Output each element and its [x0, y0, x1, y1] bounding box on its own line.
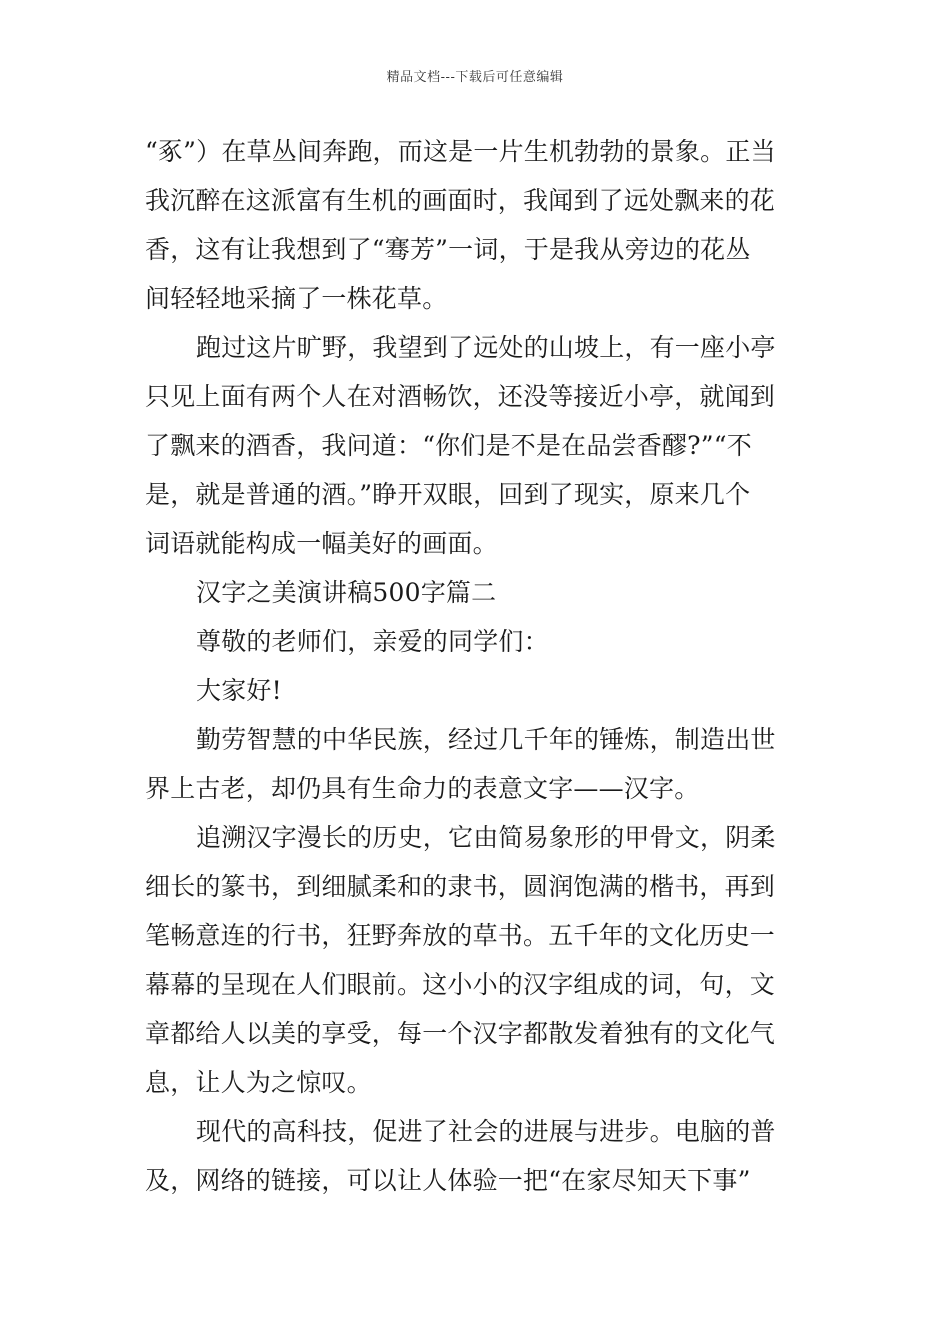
paragraph [145, 813, 805, 1107]
text-line: 及，网络的链接，可以让人体验一把“在家尽知天下事” [145, 1166, 751, 1195]
paragraph [145, 715, 805, 813]
text-line: 大家好! [196, 676, 282, 705]
text-line: 幕幕的呈现在人们眼前。这小小的汉字组成的词，句，文 [145, 970, 776, 999]
paragraph [145, 666, 805, 715]
paragraph [145, 1107, 805, 1205]
text-line: 勤劳智慧的中华民族，经过几千年的锤炼，制造出世 [196, 725, 776, 754]
paragraph [145, 323, 805, 568]
text-line: 是，就是普通的酒。”睁开双眼，回到了现实，原来几个 [145, 480, 751, 509]
text-line: 香，这有让我想到了“骞芳”一词，于是我从旁边的花丛 [145, 235, 751, 264]
text-line: 笔畅意连的行书，狂野奔放的草书。五千年的文化历史一 [145, 921, 776, 950]
text-line: 息，让人为之惊叹。 [145, 1068, 372, 1097]
text-line: 词语就能构成一幅美好的画面。 [145, 529, 498, 558]
text-line: 跑过这片旷野，我望到了远处的山坡上，有一座小亭 [196, 333, 776, 362]
document-body [145, 127, 805, 1205]
text-line: 我沉醉在这派富有生机的画面时，我闻到了远处飘来的花 [145, 186, 776, 215]
text-line: 追溯汉字漫长的历史，它由简易象形的甲骨文，阴柔 [196, 823, 776, 852]
paragraph [145, 568, 805, 617]
text-line: “豖”）在草丛间奔跑，而这是一片生机勃勃的景象。正当 [145, 137, 776, 166]
text-line: 尊敬的老师们，亲爱的同学们： [196, 627, 549, 656]
text-line: 章都给人以美的享受，每一个汉字都散发着独有的文化气 [145, 1019, 776, 1048]
paragraph [145, 617, 805, 666]
text-line: 现代的高科技，促进了社会的进展与进步。电脑的普 [196, 1117, 776, 1146]
text-line: 细长的篆书，到细腻柔和的隶书，圆润饱满的楷书，再到 [145, 872, 776, 901]
text-line: 汉字之美演讲稿500字篇二 [196, 578, 497, 607]
page-header: 精品文档---下载后可任意编辑 [386, 70, 564, 85]
paragraph [145, 127, 805, 323]
text-line: 只见上面有两个人在对酒畅饮，还没等接近小亭，就闻到 [145, 382, 776, 411]
text-line: 界上古老，却仍具有生命力的表意文字——汉字。 [145, 774, 700, 803]
text-line: 了飘来的酒香，我问道：“你们是不是在品尝香醪?”“不 [145, 431, 752, 460]
text-line: 间轻轻地采摘了一株花草。 [145, 284, 448, 313]
